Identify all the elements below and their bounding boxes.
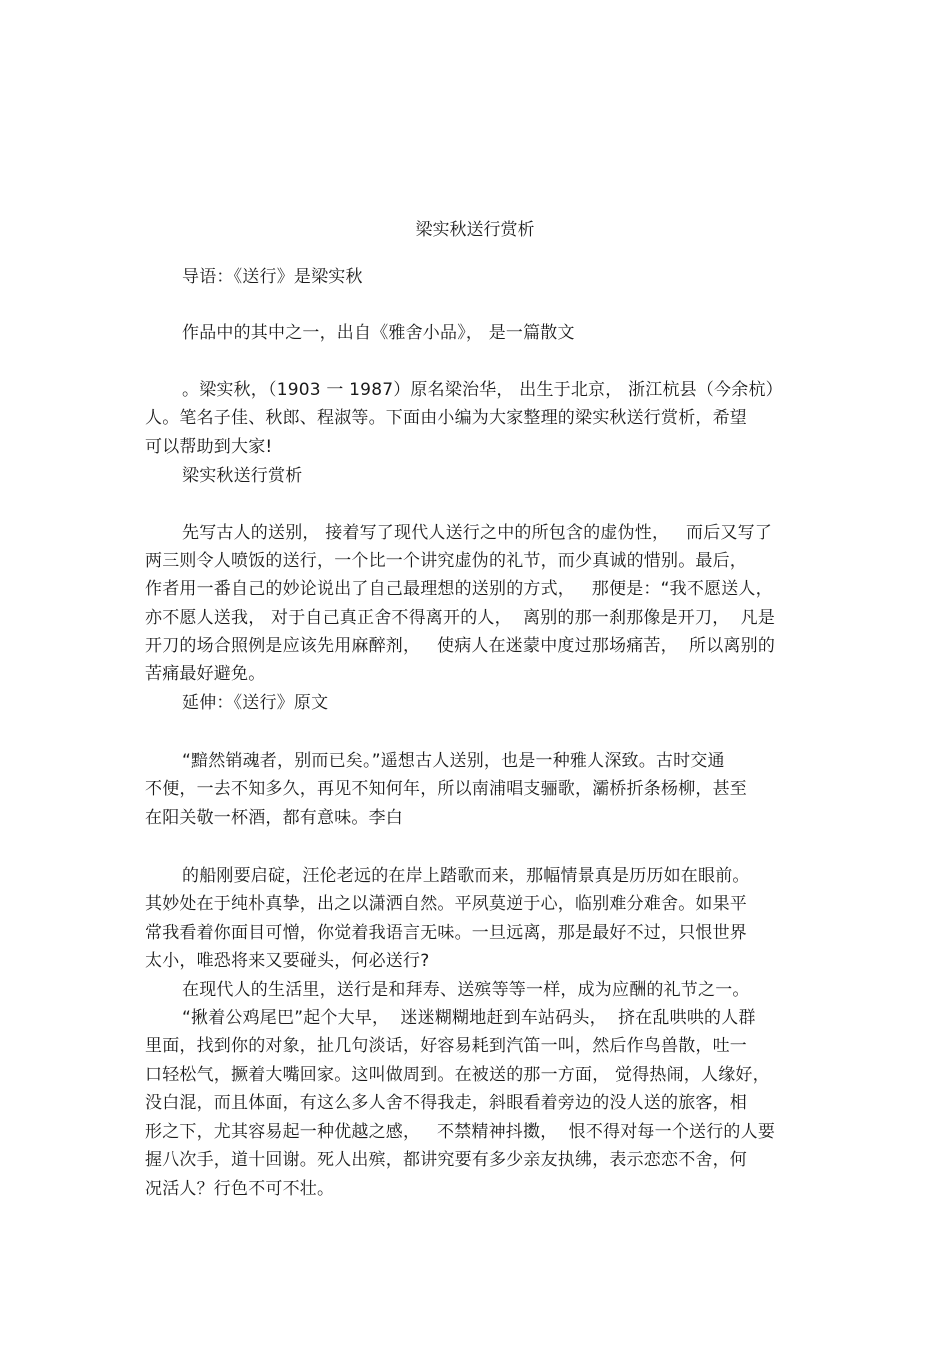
body-line: 作者用一番自己的妙论说出了自己最理想的送别的方式， 那便是：“我不愿送人， — [145, 579, 773, 599]
body-line: 没白混，而且体面，有这么多人舍不得我走，斜眼看着旁边的没人送的旅客，相 — [145, 1093, 747, 1113]
body-line: 苦痛最好避免。 — [145, 664, 266, 684]
body-line: 握八次手，道十回谢。死人出殡，都讲究要有多少亲友执绋，表示恋恋不舍，何 — [145, 1150, 747, 1170]
body-line: 在现代人的生活里，送行是和拜寿、送殡等等一样，成为应酬的礼节之一。 — [182, 980, 750, 1000]
body-line: 亦不愿人送我， 对于自己真正舍不得离开的人， 离别的那一刹那像是开刀， 凡是 — [145, 608, 776, 628]
body-line: 常我看着你面目可憎，你觉着我语言无味。一旦远离，那是最好不过，只恨世界 — [145, 923, 747, 943]
section-heading: 梁实秋送行赏析 — [182, 466, 303, 486]
document-title: 梁实秋送行赏析 — [415, 220, 535, 240]
body-line: 太小，唯恐将来又要碰头，何必送行? — [145, 951, 430, 971]
body-line: 可以帮助到大家! — [145, 437, 273, 457]
body-line: 其妙处在于纯朴真挚，出之以潇洒自然。平夙莫逆于心，临别难分难舍。如果平 — [145, 894, 747, 914]
intro-line: 导语：《送行》是梁实秋 — [182, 267, 363, 287]
body-line: 的船刚要启碇，汪伦老远的在岸上踏歌而来，那幅情景真是历历如在眼前。 — [182, 866, 750, 886]
body-line: 开刀的场合照例是应该先用麻醉剂， 使病人在迷蒙中度过那场痛苦， 所以离别的 — [145, 636, 776, 656]
body-line: 不便，一去不知多久，再见不知何年，所以南浦唱支骊歌，灞桥折条杨柳，甚至 — [145, 779, 747, 799]
body-line: 况活人？行色不可不壮。 — [145, 1179, 335, 1199]
body-line: 口轻松气，撅着大嘴回家。这叫做周到。在被送的那一方面， 觉得热闹，人缘好， — [145, 1065, 770, 1085]
body-line: 在阳关敬一杯酒，都有意味。李白 — [145, 808, 403, 828]
body-line: 里面，找到你的对象，扯几句淡话，好容易耗到汽笛一叫，然后作鸟兽散，吐一 — [145, 1036, 747, 1056]
body-line: 形之下，尤其容易起一种优越之感， 不禁精神抖擞， 恨不得对每一个送行的人要 — [145, 1122, 776, 1142]
intro-line: 作品中的其中之一，出自《雅舍小品》， 是一篇散文 — [182, 323, 575, 343]
body-line: 人。笔名子佳、秋郎、程淑等。下面由小编为大家整理的梁实秋送行赏析，希望 — [145, 408, 747, 428]
body-line: 两三则令人喷饭的送行，一个比一个讲究虚伪的礼节，而少真诚的惜别。最后， — [145, 551, 747, 571]
body-line: 先写古人的送别， 接着写了现代人送行之中的所包含的虚伪性， 而后又写了 — [182, 523, 773, 543]
section-heading: 延伸：《送行》原文 — [182, 693, 329, 713]
body-line: 。梁实秋，（1903 一 1987）原名梁治华， 出生于北京， 浙江杭县（今余杭） — [182, 380, 783, 400]
body-line: “揪着公鸡尾巴”起个大早， 迷迷糊糊地赶到车站码头， 挤在乱哄哄的人群 — [182, 1008, 756, 1028]
body-line: “黯然销魂者，别而已矣。”遥想古人送别，也是一种雅人深致。古时交通 — [182, 751, 725, 771]
